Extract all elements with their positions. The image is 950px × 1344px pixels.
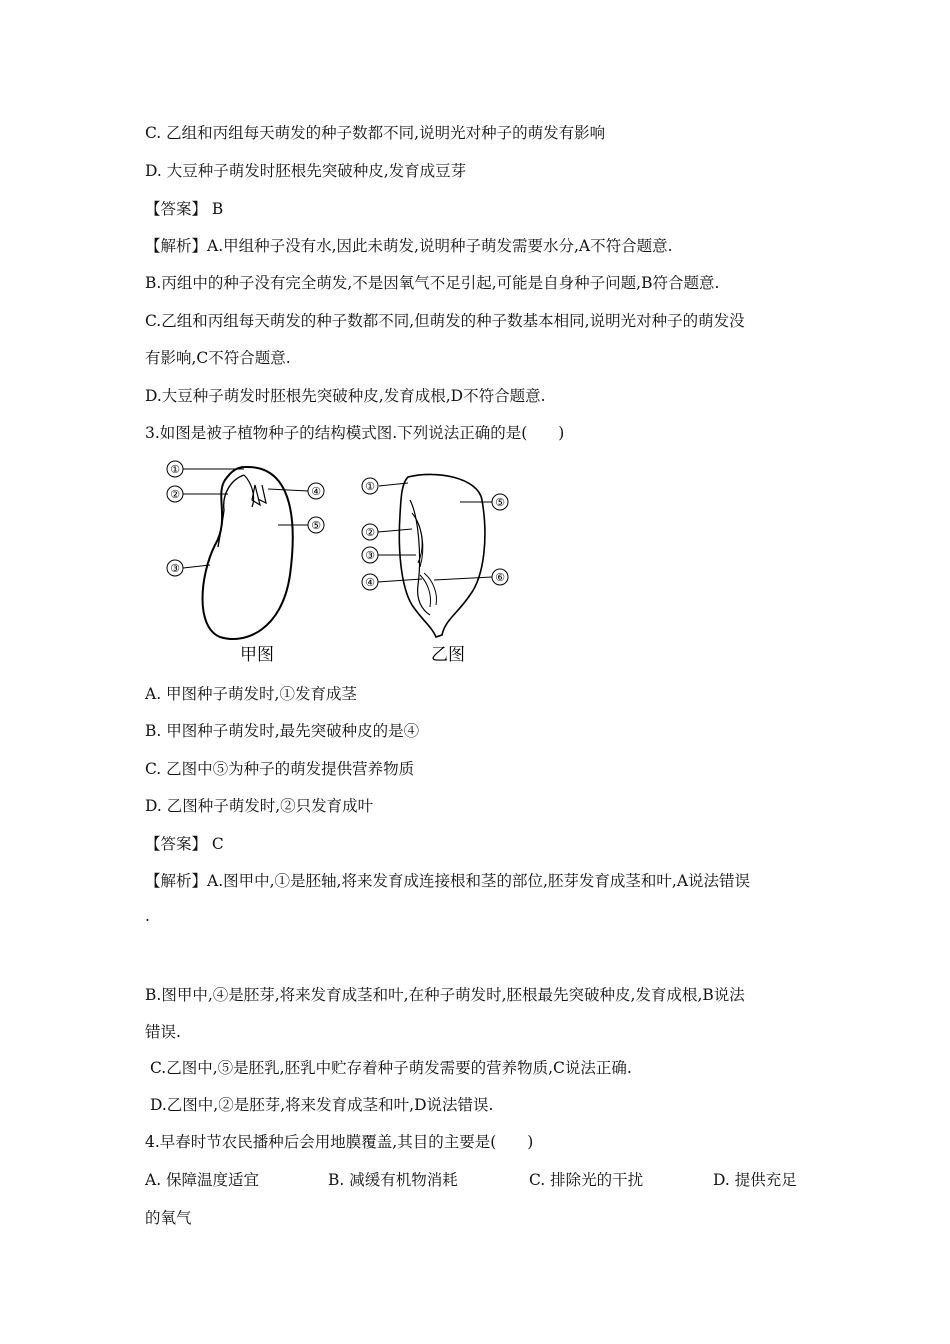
q3-option-c: C. 乙图中⑤为种子的萌发提供营养物质 (145, 760, 415, 778)
seed-diagrams (160, 455, 540, 670)
label-b-3: ③ (365, 549, 375, 562)
q3-analysis-b-cont: 错误. (145, 1023, 181, 1041)
q4-option-a: A. 保障温度适宜 (145, 1171, 260, 1189)
q3-analysis-a-end: . (145, 907, 150, 925)
q4-option-b: B. 减缓有机物消耗 (328, 1171, 458, 1189)
q3-analysis-b: B.图甲中,④是胚芽,将来发育成茎和叶,在种子萌发时,胚根最先突破种皮,发育成根,B说法 (145, 986, 745, 1004)
q2-analysis-c-cont: 有影响,C不符合题意. (145, 349, 291, 367)
label-b-1: ① (365, 480, 375, 493)
label-a-5: ⑤ (311, 519, 321, 532)
q2-analysis-c: C.乙组和丙组每天萌发的种子数都不同,但萌发的种子数基本相同,说明光对种子的萌发没 (145, 312, 745, 330)
q3-option-a: A. 甲图种子萌发时,①发育成茎 (145, 685, 357, 703)
corn-seed-diagram (399, 474, 485, 637)
q3-analysis-a: 【解析】A.图甲中,①是胚轴,将来发育成连接根和茎的部位,胚芽发育成茎和叶,A说法错误 (145, 872, 751, 890)
label-b-6: ⑥ (495, 571, 505, 584)
q4-option-c: C. 排除光的干扰 (529, 1171, 644, 1189)
q3-analysis-d: D.乙图中,②是胚芽,将来发育成茎和叶,D说法错误. (150, 1096, 494, 1114)
label-a-1: ① (170, 463, 180, 476)
caption-a: 甲图 (240, 645, 274, 665)
q3-option-d: D. 乙图种子萌发时,②只发育成叶 (145, 797, 374, 815)
label-b-5: ⑤ (495, 496, 505, 509)
q2-analysis-d: D.大豆种子萌发时胚根先突破种皮,发育成根,D不符合题意. (145, 387, 546, 405)
q3-option-b: B. 甲图种子萌发时,最先突破种皮的是④ (145, 722, 420, 740)
q2-answer: 【答案】 B (145, 200, 224, 218)
q2-option-d: D. 大豆种子萌发时胚根先突破种皮,发育成豆芽 (145, 162, 467, 180)
q3-stem: 3.如图是被子植物种子的结构模式图.下列说法正确的是( ) (145, 424, 565, 442)
label-a-4: ④ (311, 485, 321, 498)
q3-answer: 【答案】 C (145, 835, 224, 853)
q2-analysis-b: B.丙组中的种子没有完全萌发,不是因氧气不足引起,可能是自身种子问题,B符合题意. (145, 274, 720, 292)
label-b-4: ④ (365, 576, 375, 589)
bean-seed-diagram (203, 467, 293, 639)
q3-analysis-c: C.乙图中,⑤是胚乳,胚乳中贮存着种子萌发需要的营养物质,C说法正确. (150, 1059, 632, 1077)
label-a-2: ② (170, 488, 180, 501)
label-b-2: ② (365, 526, 375, 539)
q4-stem: 4.早春时节农民播种后会用地膜覆盖,其目的主要是( ) (145, 1133, 534, 1151)
q4-option-d-cont: 的氧气 (145, 1209, 192, 1227)
seed-structure-figure (160, 455, 540, 670)
caption-b: 乙图 (431, 645, 465, 665)
q2-analysis-a: 【解析】A.甲组种子没有水,因此未萌发,说明种子萌发需要水分,A不符合题意. (145, 237, 673, 255)
label-a-3: ③ (170, 562, 180, 575)
q2-option-c: C. 乙组和丙组每天萌发的种子数都不同,说明光对种子的萌发有影响 (145, 124, 606, 142)
q4-option-d: D. 提供充足 (713, 1171, 797, 1189)
